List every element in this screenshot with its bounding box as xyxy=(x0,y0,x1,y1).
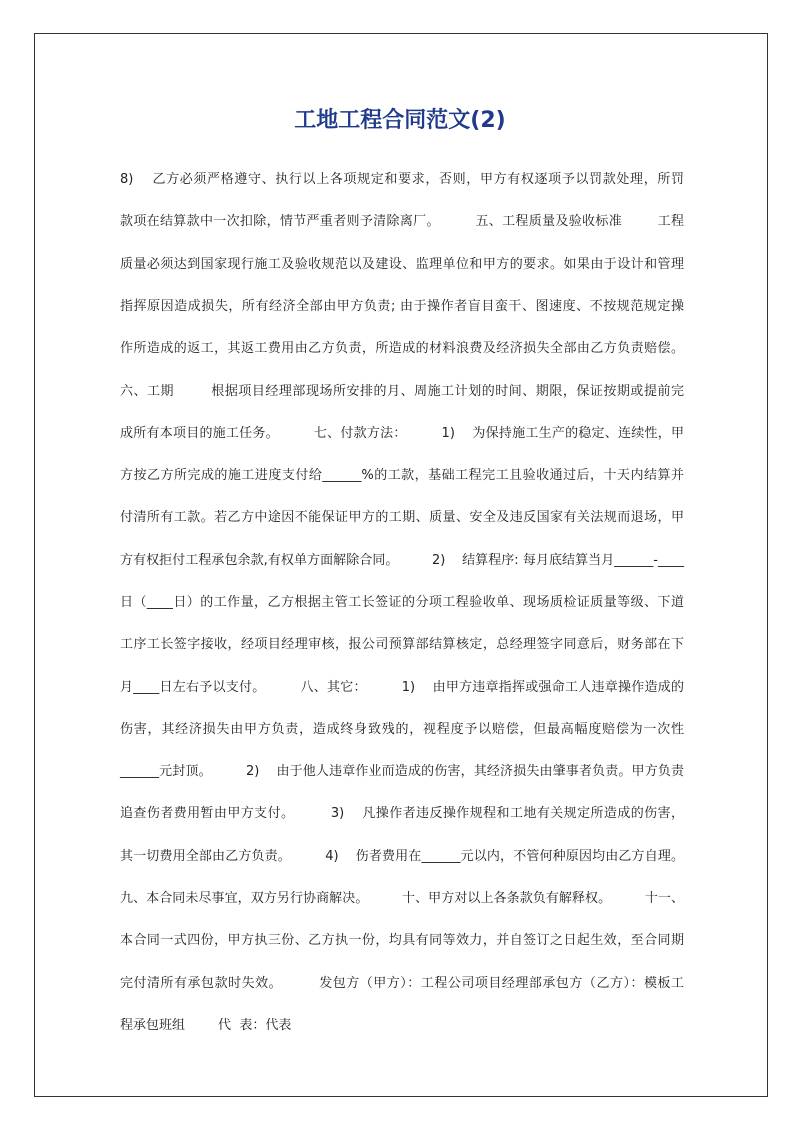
document-title: 工地工程合同范文(2) xyxy=(294,108,506,133)
body-line: 其一切费用全部由乙方负责。 4) 伤者费用在______元以内，不管何种原因均由乙方自理。 xyxy=(120,849,684,864)
body-line: 款项在结算款中一次扣除，情节严重者则予清除离厂。 五、工程质量及验收标准 工程 xyxy=(120,214,684,229)
body-line: 成所有本项目的施工任务。 七、付款方法： 1) 为保持施工生产的稳定、连续性，甲 xyxy=(120,426,684,441)
body-line: 六、工期 根据项目经理部现场所安排的月、周施工计划的时间、期限，保证按期或提前完 xyxy=(120,384,684,399)
body-line: 日（____日）的工作量，乙方根据主管工长签证的分项工程验收单、现场质检证质量等级、下道 xyxy=(120,595,684,610)
body-line: 方按乙方所完成的施工进度支付给______%的工款，基础工程完工且验收通过后，十天内结算并 xyxy=(120,468,684,483)
body-line: 作所造成的返工，其返工费用由乙方负责，所造成的材料浪费及经济损失全部由乙方负责赔偿。 xyxy=(120,341,684,356)
body-line: 完付清所有承包款时失效。 发包方（甲方）：工程公司项目经理部承包方（乙方）：模板工 xyxy=(120,976,684,991)
body-line: 程承包班组 代 表：代表 xyxy=(120,1018,292,1033)
body-line: 8) 乙方必须严格遵守、执行以上各项规定和要求，否则，甲方有权逐项予以罚款处理，所罚 xyxy=(120,172,684,187)
body-line: 本合同一式四份，甲方执三份、乙方执一份，均具有同等效力，并自签订之日起生效，至合同期 xyxy=(120,933,684,948)
body-line: 工序工长签字接收，经项目经理审核，报公司预算部结算核定，总经理签字同意后，财务部在下 xyxy=(120,637,684,652)
body-line: 指挥原因造成损失，所有经济全部由甲方负责; 由于操作者盲目蛮干、图速度、不按规范规定操 xyxy=(120,299,684,314)
body-line: 追查伤者费用暂由甲方支付。 3) 凡操作者违反操作规程和工地有关规定所造成的伤害， xyxy=(120,806,684,821)
body-line: 付清所有工款。若乙方中途因不能保证甲方的工期、质量、安全及违反国家有关法规而退场，甲 xyxy=(120,510,684,525)
body-line: ______元封顶。 2) 由于他人违章作业而造成的伤害，其经济损失由肇事者负责。甲方负责 xyxy=(120,764,684,779)
body-line: 质量必须达到国家现行施工及验收规范以及建设、监理单位和甲方的要求。如果由于设计和管理 xyxy=(120,257,684,272)
body-line: 方有权拒付工程承包余款,有权单方面解除合同。 2) 结算程序: 每月底结算当月______-____ xyxy=(120,553,684,568)
body-line: 九、本合同未尽事宜，双方另行协商解决。 十、甲方对以上各条款负有解释权。 十一、 xyxy=(120,891,684,906)
body-line: 伤害，其经济损失由甲方负责，造成终身致残的，视程度予以赔偿，但最高幅度赔偿为一次性 xyxy=(120,722,684,737)
body-line: 月____日左右予以支付。 八、其它： 1) 由甲方违章指挥或强命工人违章操作造成的 xyxy=(120,680,684,695)
